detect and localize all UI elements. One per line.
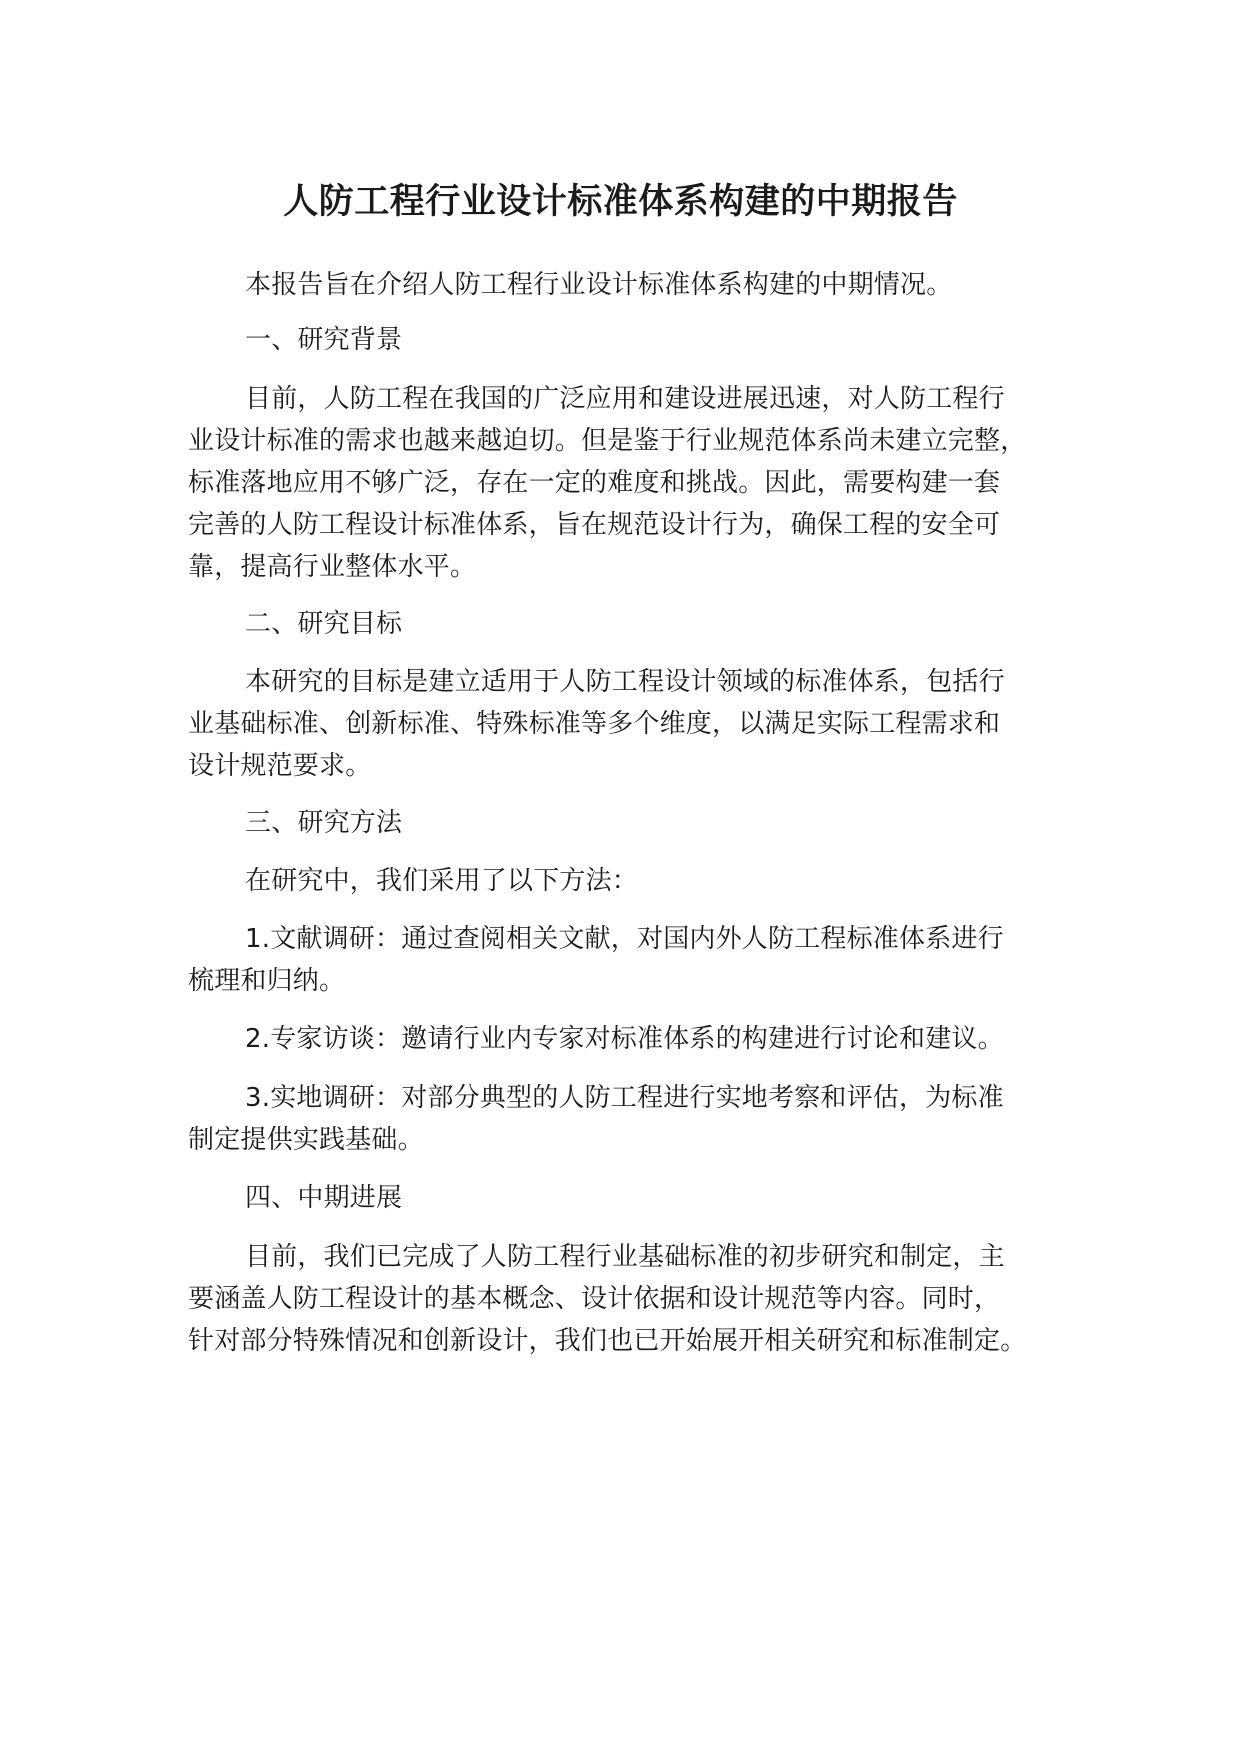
paragraph-line: 针对部分特殊情况和创新设计，我们也已开始展开相关研究和标准制定。 — [188, 1326, 1027, 1356]
paragraph-line: 2.专家访谈：邀请行业内专家对标准体系的构建进行讨论和建议。 — [245, 1024, 1004, 1054]
section-heading-goals — [188, 603, 1078, 645]
page-title: 人防工程行业设计标准体系构建的中期报告 — [283, 182, 958, 222]
paragraph-line: 三、研究方法 — [245, 808, 403, 838]
section-heading-background — [188, 319, 1078, 361]
paragraph-line: 完善的人防工程设计标准体系，旨在规范设计行为，确保工程的安全可 — [188, 510, 1001, 540]
paragraph-line: 要涵盖人防工程设计的基本概念、设计依据和设计规范等内容。同时， — [188, 1284, 1001, 1314]
list-item-method-3 — [188, 1077, 1078, 1161]
paragraph-methods-intro — [188, 860, 1078, 902]
paragraph-line: 业设计标准的需求也越来越迫切。但是鉴于行业规范体系尚未建立完整， — [188, 426, 1027, 456]
list-item-method-2 — [188, 1018, 1078, 1060]
paragraph-line: 本研究的目标是建立适用于人防工程设计领域的标准体系，包括行 — [245, 667, 1005, 697]
paragraph-line: 四、中期进展 — [245, 1183, 403, 1213]
paragraph-line: 标准落地应用不够广泛，存在一定的难度和挑战。因此，需要构建一套 — [188, 468, 1001, 498]
paragraph-line: 目前，我们已完成了人防工程行业基础标准的初步研究和制定，主 — [245, 1242, 1005, 1272]
list-item-method-1 — [188, 918, 1078, 1002]
paragraph-intro — [188, 264, 1078, 306]
section-heading-progress — [188, 1177, 1078, 1219]
paragraph-line: 制定提供实践基础。 — [188, 1125, 424, 1155]
paragraph-progress — [188, 1236, 1078, 1362]
section-heading-methods — [188, 802, 1078, 844]
paragraph-line: 一、研究背景 — [245, 325, 403, 355]
paragraph-line: 业基础标准、创新标准、特殊标准等多个维度，以满足实际工程需求和 — [188, 709, 1001, 739]
paragraph-background — [188, 378, 1078, 588]
paragraph-line: 3.实地调研：对部分典型的人防工程进行实地考察和评估，为标准 — [245, 1083, 1004, 1113]
paragraph-line: 二、研究目标 — [245, 609, 403, 639]
paragraph-line: 靠，提高行业整体水平。 — [188, 552, 477, 582]
paragraph-goals — [188, 661, 1078, 787]
paragraph-line: 梳理和归纳。 — [188, 966, 346, 996]
paragraph-line: 在研究中，我们采用了以下方法： — [245, 866, 639, 896]
paragraph-line: 目前，人防工程在我国的广泛应用和建设进展迅速，对人防工程行 — [245, 384, 1005, 414]
paragraph-line: 设计规范要求。 — [188, 751, 372, 781]
paragraph-line: 本报告旨在介绍人防工程行业设计标准体系构建的中期情况。 — [245, 270, 953, 300]
paragraph-line: 1.文献调研：通过查阅相关文献，对国内外人防工程标准体系进行 — [245, 924, 1004, 954]
